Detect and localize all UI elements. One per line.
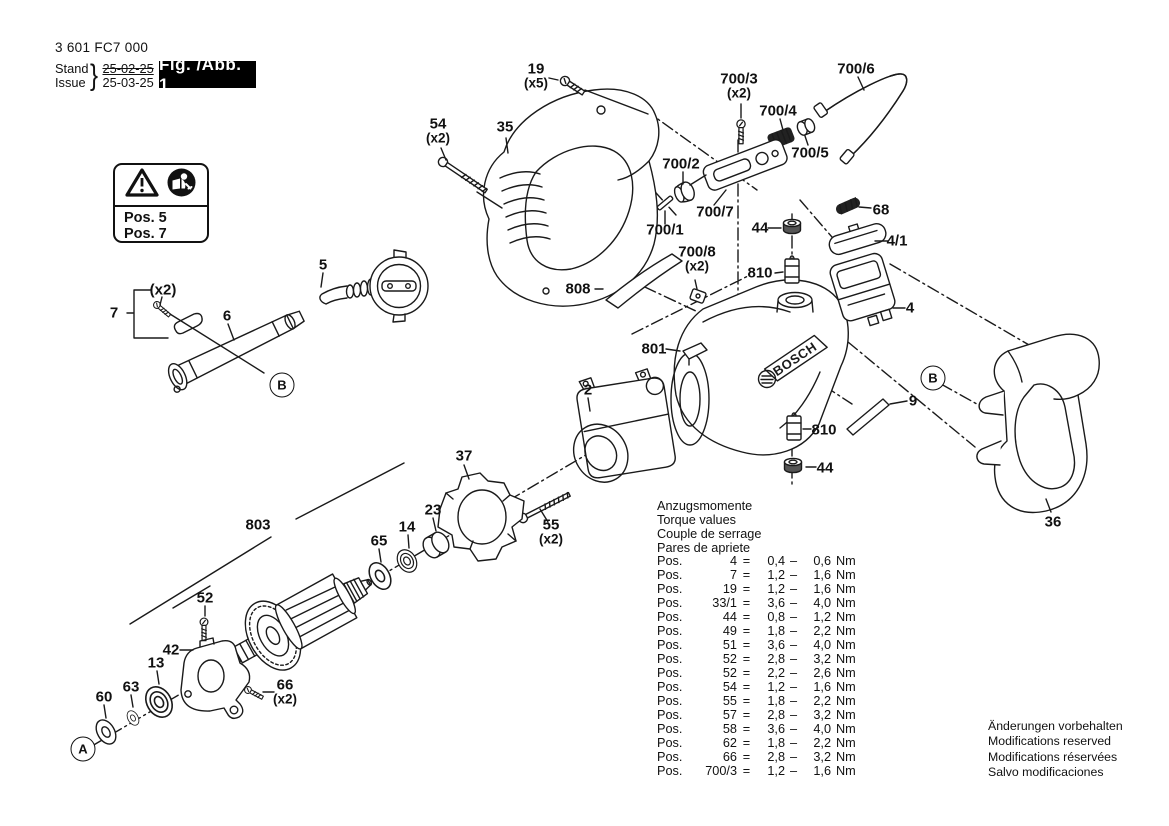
part-label-23 [425, 503, 442, 517]
torque-min-value: 2,2 [767, 666, 785, 680]
torque-range-dash: – [789, 582, 798, 597]
torque-pos-prefix: Pos. [657, 735, 683, 750]
torque-equals: = [742, 582, 751, 597]
torque-row [657, 681, 856, 695]
torque-row [657, 765, 856, 779]
torque-pos-prefix: Pos. [657, 554, 683, 569]
torque-unit: Nm [836, 763, 856, 778]
part-label-text: 68 [872, 201, 890, 219]
torque-unit: Nm [836, 666, 856, 680]
part-label-42 [163, 643, 180, 657]
part-label-55 [538, 516, 564, 546]
fan-baffle-37-drawing [438, 473, 524, 561]
torque-range-dash: – [789, 610, 798, 625]
torque-range-dash: – [789, 679, 798, 694]
torque-range-dash: – [789, 666, 798, 680]
torque-unit: Nm [836, 568, 856, 583]
label-plate-9-drawing [847, 399, 889, 435]
torque-unit: Nm [836, 721, 856, 736]
figure-label-box: Fig. /Abb. 1 [159, 61, 256, 88]
torque-max-value: 0,6 [813, 554, 831, 569]
switch-cap-4-1-drawing [826, 217, 888, 257]
part-label-text: 700/8 [678, 243, 716, 261]
torque-equals: = [742, 693, 751, 708]
part-label-14 [399, 520, 416, 534]
torque-min-value: 2,8 [767, 652, 785, 667]
stand-label: Stand [55, 61, 89, 76]
torque-range-dash: – [789, 596, 798, 611]
torque-min-value: 1,2 [767, 679, 785, 694]
part-label-count: (x2) [726, 85, 752, 100]
torque-pos-prefix: Pos. [657, 749, 683, 764]
torque-unit: Nm [836, 679, 856, 694]
part-label-9 [909, 394, 917, 408]
torque-row [657, 583, 856, 597]
part-label-text: 700/4 [759, 102, 797, 120]
part-label-text: 4/1 [886, 232, 908, 250]
torque-equals: = [742, 666, 751, 680]
part-label-4-1 [887, 234, 908, 248]
torque-min-value: 1,8 [767, 735, 785, 750]
part-label-700-8 [678, 243, 716, 273]
part-label-4 [906, 301, 914, 315]
torque-max-value: 4,0 [813, 596, 831, 611]
footer-line: Modifications reserved [988, 734, 1112, 749]
torque-range-dash: – [789, 638, 798, 653]
torque-title-line: Couple de serrage [657, 527, 762, 542]
torque-pos-prefix: Pos. [657, 568, 683, 583]
part-label-63 [123, 680, 140, 694]
bracket-803 [130, 463, 404, 624]
torque-pos-prefix: Pos. [657, 721, 683, 736]
part-label-text: 6 [222, 307, 232, 325]
torque-max-value: 1,6 [813, 568, 831, 583]
issue-label: Issue [55, 75, 86, 90]
brace-glyph: } [90, 59, 99, 92]
notice-line: Pos. 7 [124, 226, 167, 242]
part-label-700-1 [646, 223, 684, 237]
torque-pos-prefix: Pos. [657, 638, 683, 653]
part-label-count: (x2) [425, 130, 451, 145]
torque-row [657, 653, 856, 667]
torque-pos-prefix: Pos. [657, 610, 683, 625]
torque-min-value: 0,4 [767, 554, 785, 569]
torque-pos-prefix: Pos. [657, 652, 683, 667]
notice-line: Pos. 5 [124, 210, 167, 226]
part-label--x2- [150, 283, 177, 297]
stand-issue-block [55, 59, 154, 92]
torque-min-value: 2,8 [767, 749, 785, 764]
torque-title-line: Anzugsmomente [657, 499, 753, 513]
cable-clamp-7-drawing [174, 314, 202, 334]
part-label-5 [319, 258, 327, 272]
bosch-logo-text: BOSCH [770, 338, 820, 379]
torque-equals: = [742, 610, 751, 625]
torque-equals: = [742, 568, 751, 583]
part-label-37 [456, 449, 473, 463]
part-label-7 [110, 306, 118, 320]
part-label-text: 65 [370, 532, 388, 550]
part-label-text: 808 [565, 280, 591, 298]
part-label-text: 810 [747, 264, 773, 282]
torque-min-value: 1,2 [767, 763, 785, 778]
torque-pos-prefix: Pos. [657, 596, 683, 611]
part-label-text: 4 [905, 299, 915, 317]
torque-equals: = [742, 596, 751, 611]
torque-range-dash: – [789, 554, 798, 569]
part-label-700-3 [720, 70, 758, 100]
part-label-text: 803 [245, 516, 271, 534]
part-label-text: 37 [455, 447, 473, 465]
torque-row [657, 625, 856, 639]
part-label-text: 700/6 [837, 60, 875, 78]
torque-max-value: 1,6 [813, 679, 831, 694]
part-label-text: 52 [196, 589, 214, 607]
torque-equals: = [742, 749, 751, 764]
torque-pos-number: 33/1 [712, 596, 737, 611]
part-label-68 [873, 203, 890, 217]
torque-title-line: Pares de apriete [657, 541, 751, 556]
torque-max-value: 1,6 [813, 763, 831, 778]
torque-row [657, 667, 856, 681]
torque-unit: Nm [836, 624, 856, 639]
torque-min-value: 3,6 [767, 721, 785, 736]
part-label-text: 42 [162, 641, 180, 659]
torque-row [657, 737, 856, 751]
part-label-text: 60 [95, 688, 113, 706]
torque-table [657, 499, 856, 779]
part-label-700-7 [696, 205, 734, 219]
part-label-text: (x2) [149, 281, 177, 299]
torque-unit: Nm [836, 652, 856, 667]
torque-equals: = [742, 554, 751, 569]
part-label-text: 700/3 [720, 70, 758, 88]
torque-equals: = [742, 707, 751, 722]
part-label-text: 44 [816, 459, 834, 477]
part-label-text: 5 [318, 256, 328, 274]
torque-max-value: 1,6 [813, 582, 831, 597]
cord-clamp-plate-700-7-drawing [701, 138, 789, 192]
torque-unit: Nm [836, 554, 856, 569]
torque-max-value: 2,6 [813, 666, 831, 680]
torque-pos-prefix: Pos. [657, 582, 683, 597]
torque-unit: Nm [836, 638, 856, 653]
part-label-2 [584, 383, 592, 397]
torque-pos-prefix: Pos. [657, 624, 683, 639]
torque-max-value: 3,2 [813, 652, 831, 667]
part-label-808 [565, 282, 590, 296]
torque-pos-number: 44 [722, 610, 737, 625]
torque-range-dash: – [789, 568, 798, 583]
part-label-text: 36 [1044, 513, 1062, 531]
torque-row [657, 597, 856, 611]
torque-range-dash: – [789, 707, 798, 722]
part-label-6 [223, 309, 231, 323]
torque-min-value: 1,8 [767, 693, 785, 708]
part-label-65 [371, 534, 388, 548]
torque-equals: = [742, 624, 751, 639]
part-label-text: 801 [641, 340, 667, 358]
warning-triangle-icon [125, 167, 159, 203]
read-manual-icon [166, 167, 197, 203]
part-label-801 [641, 342, 666, 356]
part-label-text: 2 [583, 381, 593, 399]
footer-line: Änderungen vorbehalten [988, 719, 1123, 733]
torque-table-titles [657, 499, 856, 555]
part-label-count: (x2) [272, 691, 298, 706]
stand-date: 25-02-25 [102, 61, 154, 76]
torque-max-value: 4,0 [813, 721, 831, 736]
torque-pos-number: 62 [722, 735, 737, 750]
document-part-number: 3 601 FC7 000 [55, 40, 149, 55]
torque-pos-number: 57 [722, 707, 737, 722]
part-label-13 [148, 656, 165, 670]
torque-range-dash: – [789, 624, 798, 639]
torque-equals: = [742, 763, 751, 778]
part-label-text: 19 [527, 60, 545, 78]
torque-unit: Nm [836, 610, 856, 625]
warning-notice-box [113, 163, 209, 243]
torque-unit: Nm [836, 735, 856, 750]
torque-pos-number: 19 [722, 582, 737, 597]
part-label-text: 63 [122, 678, 140, 696]
part-label-52 [197, 591, 214, 605]
torque-unit: Nm [836, 707, 856, 722]
part-label-count: (x2) [684, 258, 710, 273]
torque-pos-number: 7 [729, 568, 737, 583]
torque-min-value: 0,8 [767, 610, 785, 625]
part-label-count: (x5) [523, 75, 549, 90]
part-label-19 [523, 60, 549, 90]
circled-letter-B: B [270, 373, 295, 398]
torque-pos-number: 58 [722, 721, 737, 736]
torque-min-value: 3,6 [767, 638, 785, 653]
torque-equals: = [742, 721, 751, 736]
part-label-44 [752, 221, 769, 235]
part-label-text: 23 [424, 501, 442, 519]
part-label-text: 13 [147, 654, 165, 672]
part-label-text: 44 [751, 219, 769, 237]
torque-unit: Nm [836, 582, 856, 597]
torque-max-value: 3,2 [813, 749, 831, 764]
part-label-text: 700/2 [662, 155, 700, 173]
torque-unit: Nm [836, 749, 856, 764]
part-label-35 [497, 120, 514, 134]
torque-range-dash: – [789, 693, 798, 708]
torque-max-value: 3,2 [813, 707, 831, 722]
torque-max-value: 2,2 [813, 735, 831, 750]
part-label-810 [811, 423, 836, 437]
notice-position-lines [115, 207, 207, 242]
torque-min-value: 3,6 [767, 596, 785, 611]
torque-range-dash: – [789, 735, 798, 750]
modifications-reserved-note [988, 719, 1123, 781]
part-label-60 [96, 690, 113, 704]
stator-2-drawing [554, 367, 679, 496]
torque-min-value: 1,2 [767, 582, 785, 597]
torque-equals: = [742, 638, 751, 653]
part-label-700-5 [791, 146, 829, 160]
nut-700-8-drawing [690, 288, 707, 303]
torque-range-dash: – [789, 721, 798, 736]
footer-line: Salvo modificaciones [988, 765, 1104, 780]
torque-pos-number: 51 [722, 638, 737, 653]
part-label-700-6 [837, 62, 875, 76]
sleeve-700-5-drawing [796, 117, 817, 136]
torque-equals: = [742, 679, 751, 694]
torque-range-dash: – [789, 749, 798, 764]
torque-equals: = [742, 652, 751, 667]
torque-max-value: 4,0 [813, 638, 831, 653]
torque-table-rows [657, 555, 856, 778]
part-label-text: 55 [542, 516, 560, 534]
footer-line: Modifications réservées [988, 749, 1118, 764]
part-label-count: (x2) [538, 531, 564, 546]
torque-pos-number: 66 [722, 749, 737, 764]
torque-pos-prefix: Pos. [657, 679, 683, 694]
torque-row [657, 569, 856, 583]
part-label-text: 810 [811, 421, 837, 439]
part-label-44 [817, 461, 834, 475]
part-label-36 [1045, 515, 1062, 529]
part-label-810 [747, 266, 772, 280]
torque-pos-number: 55 [722, 693, 737, 708]
part-label-text: 9 [908, 392, 918, 410]
torque-row [657, 611, 856, 625]
torque-min-value: 2,8 [767, 707, 785, 722]
torque-unit: Nm [836, 596, 856, 611]
torque-pos-number: 52 [722, 666, 737, 680]
part-label-text: 700/1 [646, 221, 684, 239]
torque-row [657, 751, 856, 765]
torque-row [657, 695, 856, 709]
torque-pos-number: 700/3 [705, 763, 737, 778]
circled-letter-A: A [71, 737, 96, 762]
torque-row [657, 639, 856, 653]
torque-pos-prefix: Pos. [657, 707, 683, 722]
part-label-text: 66 [276, 676, 294, 694]
part-label-text: 700/7 [696, 203, 734, 221]
torque-pos-number: 54 [722, 679, 737, 694]
torque-max-value: 1,2 [813, 610, 831, 625]
torque-row [657, 555, 856, 569]
torque-equals: = [742, 735, 751, 750]
part-label-700-2 [662, 157, 700, 171]
part-label-text: 700/5 [791, 144, 829, 162]
part-label-text: 54 [429, 115, 447, 133]
torque-pos-prefix: Pos. [657, 763, 683, 778]
torque-range-dash: – [789, 763, 798, 778]
torque-min-value: 1,8 [767, 624, 785, 639]
torque-max-value: 2,2 [813, 693, 831, 708]
torque-pos-prefix: Pos. [657, 666, 683, 680]
torque-row [657, 709, 856, 723]
spring-68-drawing [835, 197, 861, 215]
torque-pos-number: 4 [729, 554, 737, 569]
torque-min-value: 1,2 [767, 568, 785, 583]
rear-handle-36-drawing [977, 334, 1099, 512]
part-label-803 [245, 518, 270, 532]
circled-letter-B: B [921, 366, 946, 391]
torque-pos-number: 49 [722, 624, 737, 639]
plug-5-drawing [320, 250, 428, 322]
issue-date: 25-03-25 [102, 75, 154, 90]
torque-pos-number: 52 [722, 652, 737, 667]
torque-pos-prefix: Pos. [657, 693, 683, 708]
torque-row [657, 723, 856, 737]
part-label-54 [425, 115, 451, 145]
part-label-text: 7 [109, 304, 119, 322]
part-label-66 [272, 676, 298, 706]
part-label-text: 35 [496, 118, 514, 136]
torque-range-dash: – [789, 652, 798, 667]
torque-title-line: Torque values [657, 513, 736, 528]
part-label-700-4 [759, 104, 797, 118]
torque-unit: Nm [836, 693, 856, 708]
torque-max-value: 2,2 [813, 624, 831, 639]
part-label-text: 14 [398, 518, 416, 536]
